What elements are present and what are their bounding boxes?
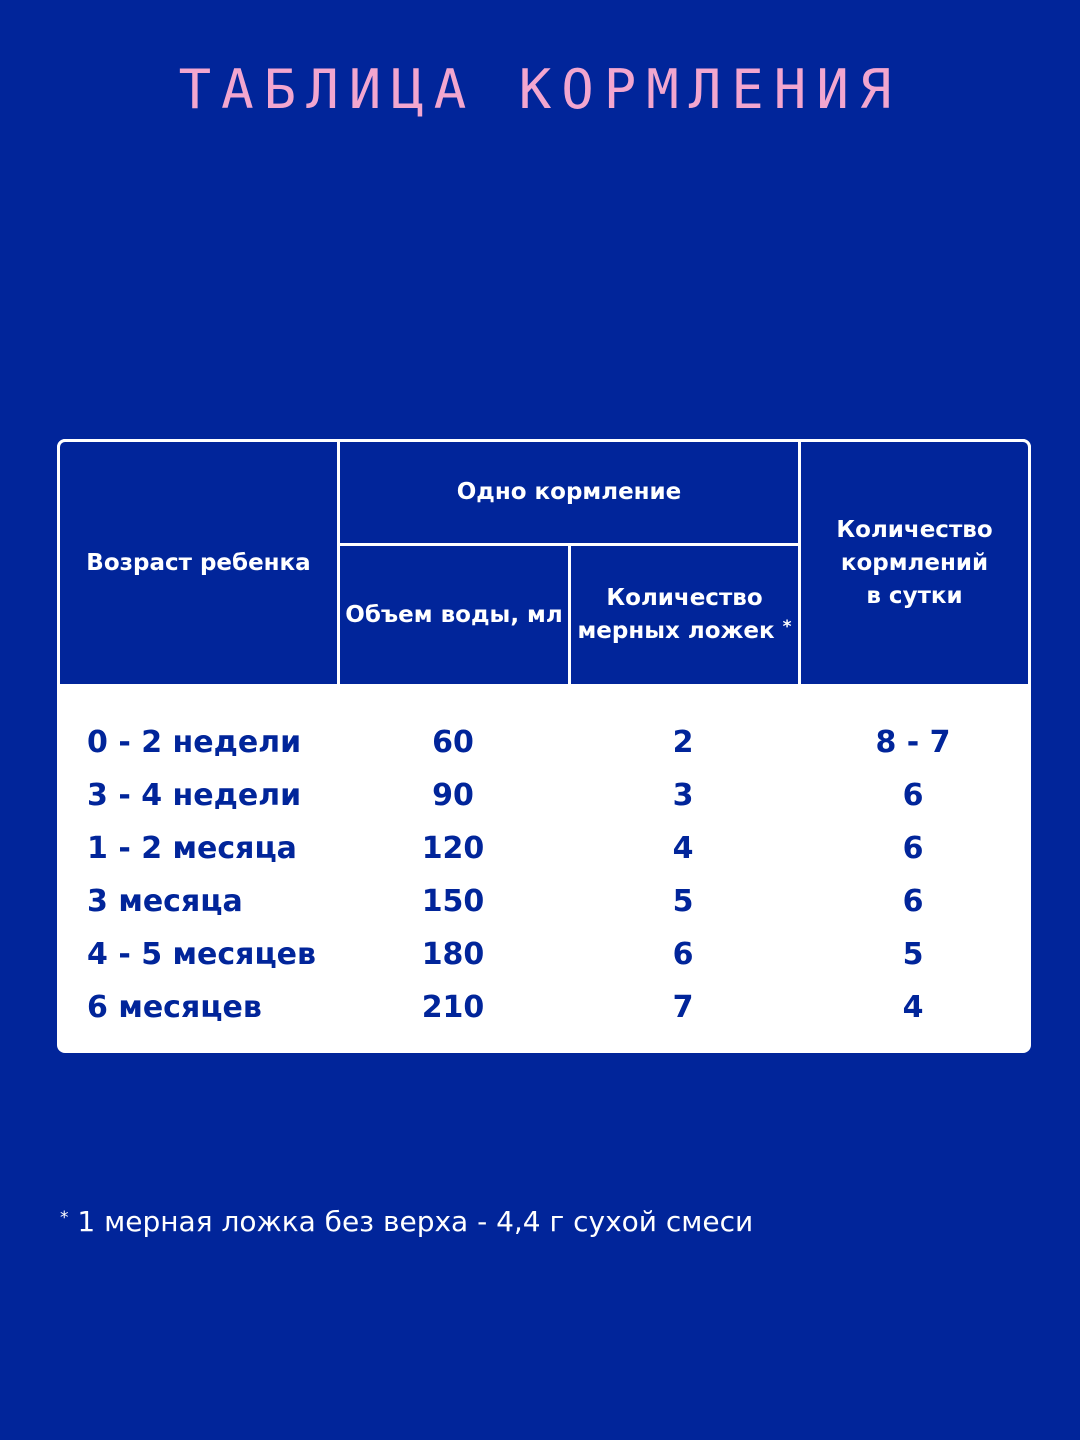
cell-spoons: 5 [672,884,694,919]
cell-spoons: 2 [672,725,694,760]
cell-age: 0 - 2 недели [87,725,302,760]
cell-age: 6 месяцев [87,990,262,1025]
header-water-volume-label: Объем воды, мл [345,601,563,628]
table-row [57,875,1031,928]
cell-age: 3 месяца [87,884,243,919]
cell-per-day: 6 [902,831,924,866]
footnote [60,1200,753,1244]
header-spoons-line1: Количество [606,585,763,611]
cell-per-day: 4 [902,990,924,1025]
header-per-day-line1: Количество [836,516,993,543]
table-row [57,981,1031,1034]
header-per-day-line3: в сутки [866,582,963,609]
cell-water: 180 [421,937,485,972]
cell-water: 150 [421,884,485,919]
feeding-table [57,439,1031,1053]
header-one-feeding [340,442,798,543]
cell-per-day: 6 [902,884,924,919]
cell-per-day: 6 [902,778,924,813]
cell-spoons: 3 [672,778,694,813]
table-row [57,822,1031,875]
table-body [57,684,1031,1034]
header-water-volume [340,546,568,684]
table-row [57,928,1031,981]
cell-age: 3 - 4 недели [87,778,302,813]
cell-per-day: 8 - 7 [875,725,951,760]
header-age [60,442,337,684]
cell-age: 4 - 5 месяцев [87,937,317,972]
header-per-day-line2: кормлений [840,549,989,576]
header-spoons [571,546,798,684]
header-age-label: Возраст ребенка [86,549,311,576]
cell-water: 90 [432,778,474,813]
cell-water: 120 [421,831,485,866]
cell-water: 210 [421,990,485,1025]
header-spoons-line2-text: мерных ложек [577,618,775,644]
header-spoons-line2 [577,615,791,648]
cell-per-day: 5 [902,937,924,972]
header-spoons-mark: * [782,617,792,637]
footnote-mark: * [60,1208,69,1228]
header-per-day [801,442,1028,684]
table-row [57,716,1031,769]
table-header [57,439,1031,684]
cell-age: 1 - 2 месяца [87,831,297,866]
cell-spoons: 4 [672,831,694,866]
table-row [57,769,1031,822]
footnote-text: 1 мерная ложка без верха - 4,4 г сухой смеси [77,1205,754,1238]
cell-spoons: 6 [672,937,694,972]
header-one-feeding-label: Одно кормление [456,479,682,505]
cell-spoons: 7 [672,990,694,1025]
cell-water: 60 [432,725,474,760]
page-title: ТАБЛИЦА КОРМЛЕНИЯ [178,58,902,121]
